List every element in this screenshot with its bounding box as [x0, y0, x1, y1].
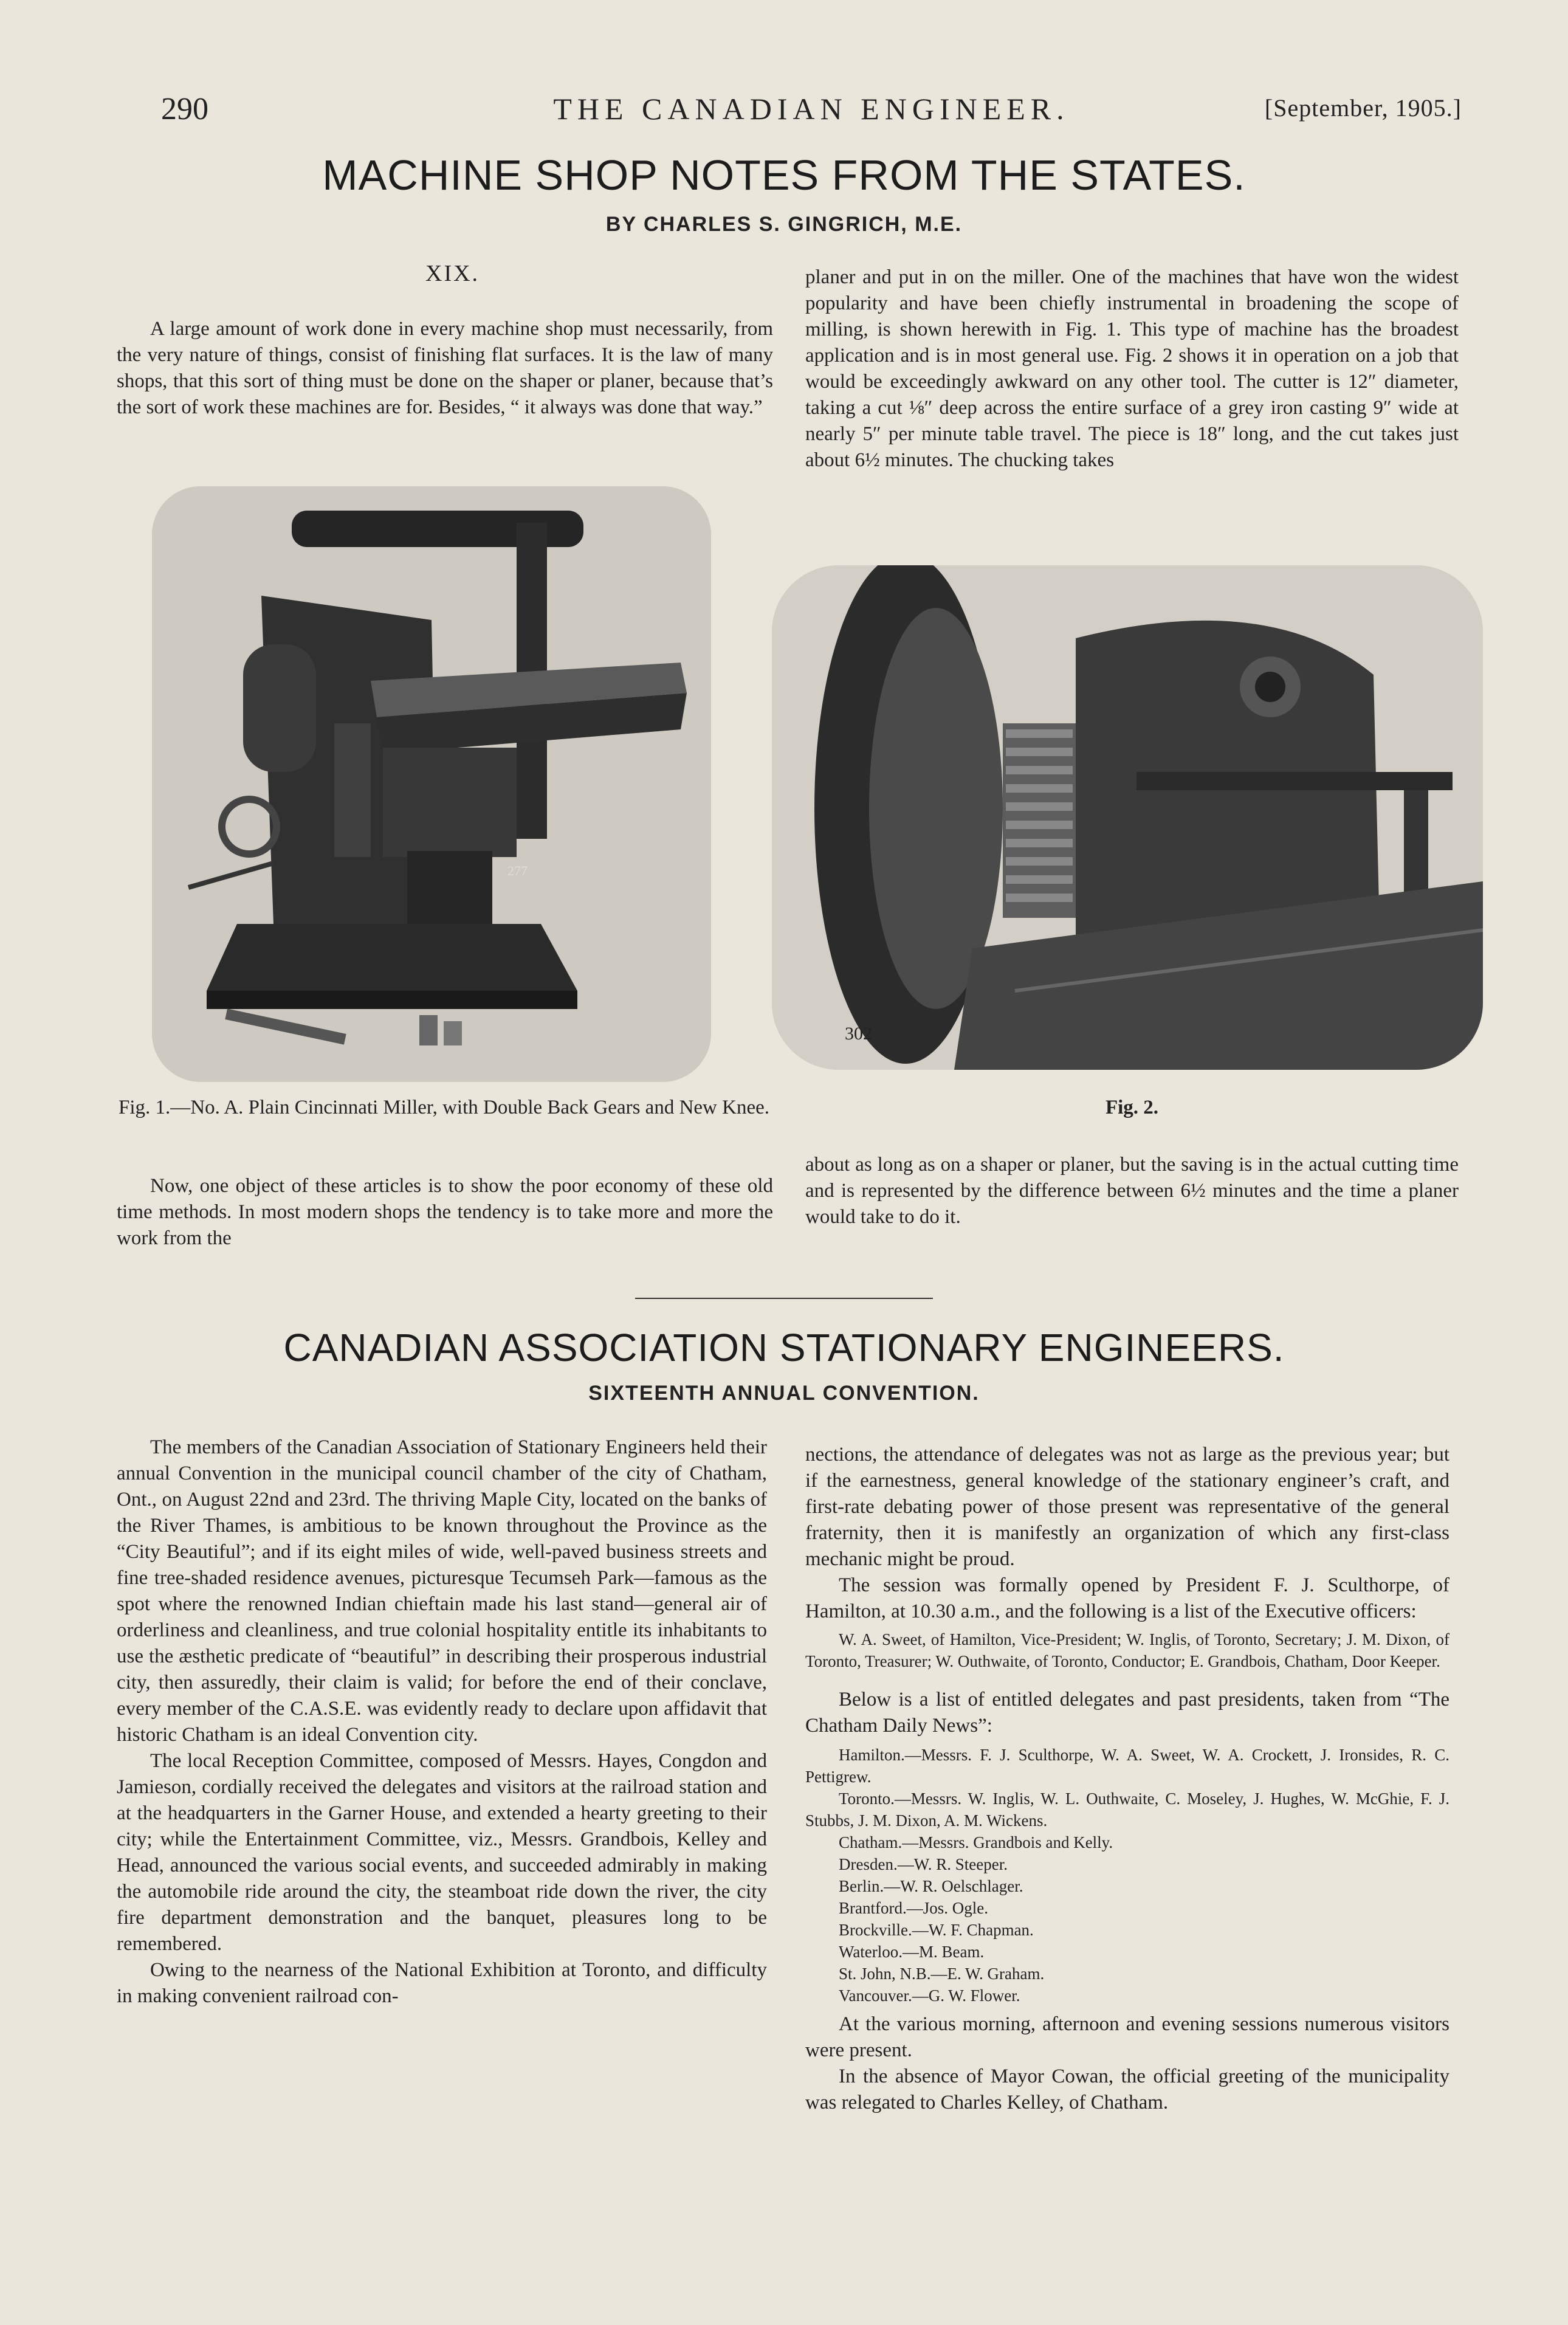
- paragraph: planer and put in on the miller. One of the machines that have won the widest popularity and have been chiefly instrumental in broadening the scope of milling, is shown herewith in Fig. 1. This type of machine has the broadest application and is in most general use. Fig. 2 shows it in operation on a job that would be exceedingly awkward on any other tool. The cutter is 12″ diameter, taking a cut ⅛″ deep across the entire surface of a grey iron casting 9″ wide at nearly 5″ per minute table travel. The piece is 18″ long, and the cut takes just about 6½ minutes. The chucking takes: [805, 266, 1459, 471]
- figure-1-caption: Fig. 1.—No. A. Plain Cincinnati Miller, with Double Back Gears and New Knee.: [119, 1097, 770, 1118]
- delegates-list: [805, 1744, 1449, 2006]
- officers-list: W. A. Sweet, of Hamilton, Vice-President; W. Inglis, of Toronto, Secretary; J. M. Dixon, of Toronto, Treasurer; W. Outhwaite, of Toronto, Conductor; E. Grandbois, Chatham, Door Keeper.: [805, 1630, 1449, 1670]
- article1-col2-bottom: [805, 1152, 1459, 1230]
- paragraph: The members of the Canadian Association of Stationary Engineers held their annual Convention in the municipal council chamber of the city of Chatham, Ont., on August 22nd and 23rd. The thriving Maple City, located on the banks of the River Thames, is ambitious to be known throughout the Province as the “City Beautiful”; and if its eight miles of wide, well-paved business streets and fine tree-shaded residence avenues, picturesque Tecumseh Park—famous as the spot where the renowned Indian chieftain made his last stand—general air of orderliness and cleanliness, and true colonial hospitality entitle its inhabitants to use the æsthetic predicate of “beautiful” in describing their prosperous industrial city, then assuredly, their claim is valid; for before the end of their conclave, every member of the C.A.S.E. was evidently ready to declare upon affidavit that historic Chatham is an ideal Convention city.: [117, 1436, 767, 1746]
- paragraph: In the absence of Mayor Cowan, the official greeting of the municipality was relegated to Charles Kelley, of Chatham.: [805, 2065, 1449, 2113]
- paragraph: about as long as on a shaper or planer, but the saving is in the actual cutting time and is represented by the difference between 6½ minutes and the time a planer would take to do it.: [805, 1154, 1459, 1228]
- paragraph: The session was formally opened by President F. J. Sculthorpe, of Hamilton, at 10.30 a.m., and the following is a list of the Executive officers:: [805, 1574, 1449, 1622]
- article1-col1-top: [117, 316, 773, 421]
- list-item: Brockville.—W. F. Chapman.: [839, 1921, 1034, 1939]
- issue-date: [September, 1905.]: [1264, 94, 1462, 122]
- list-item: St. John, N.B.—E. W. Graham.: [839, 1965, 1045, 1983]
- cutter-operation-illustration: [772, 565, 1483, 1070]
- section-divider: [635, 1298, 933, 1299]
- list-item: Waterloo.—M. Beam.: [839, 1943, 985, 1961]
- article2-col1: [117, 1435, 767, 2010]
- figure-2-plate-number: 302: [845, 1024, 872, 1044]
- article-title: MACHINE SHOP NOTES FROM THE STATES.: [322, 151, 1246, 199]
- figure-2-caption: Fig. 2.: [1105, 1097, 1159, 1118]
- paragraph: Owing to the nearness of the National Exhibition at Toronto, and difficulty in making convenient railroad con-: [117, 1959, 767, 2007]
- list-item: Vancouver.—G. W. Flower.: [839, 1986, 1020, 2005]
- figure-1-plate-number: 277: [507, 863, 528, 878]
- paragraph: nections, the attendance of delegates was not as large as the previous year; but if the earnestness, general knowledge of the stationary engineer’s craft, and first-rate debating power of those present was representative of the general fraternity, then it is manifestly an organization of which any first-class mechanic might be proud.: [805, 1444, 1449, 1570]
- list-item: Dresden.—W. R. Steeper.: [839, 1855, 1008, 1873]
- paragraph: At the various morning, afternoon and evening sessions numerous visitors were present.: [805, 2013, 1449, 2061]
- article2-subtitle: SIXTEENTH ANNUAL CONVENTION.: [588, 1382, 980, 1405]
- article1-col2-top: [805, 264, 1459, 474]
- paragraph: The local Reception Committee, composed of Messrs. Hayes, Congdon and Jamieson, cordially received the delegates and visitors at the railroad station and at the headquarters in the Garner House, and extended a hearty greeting to their city; while the Entertainment Committee, viz., Messrs. Grandbois, Kelley and Head, announced the various social events, and succeeded admirably in making the automobile ride around the city, the steamboat ride down the river, the city fire department demonstration and the banquet, pleasures long to be remembered.: [117, 1750, 767, 1955]
- milling-machine-illustration: [152, 486, 711, 1082]
- figure-2-cutter-operation: [772, 565, 1483, 1070]
- paragraph: A large amount of work done in every machine shop must necessarily, from the very nature of things, consist of finishing flat surfaces. It is the law of many shops, that this sort of thing must be done on the shaper or planer, because that’s the sort of work these machines are for. Besides, “ it always was done that way.”: [117, 318, 773, 418]
- paragraph: Below is a list of entitled delegates and past presidents, taken from “The Chatham Daily News”:: [805, 1689, 1449, 1737]
- article-byline: BY CHARLES S. GINGRICH, M.E.: [605, 213, 963, 236]
- paragraph: Now, one object of these articles is to show the poor economy of these old time methods. In most modern shops the tendency is to take more and more the work from the: [117, 1175, 773, 1249]
- section-number: XIX.: [425, 261, 480, 286]
- list-item: Hamilton.—Messrs. F. J. Sculthorpe, W. A. Sweet, W. A. Crockett, J. Ironsides, R. C. Pettigrew.: [805, 1746, 1449, 1786]
- article2-title: CANADIAN ASSOCIATION STATIONARY ENGINEERS.: [283, 1326, 1285, 1369]
- list-item: Brantford.—Jos. Ogle.: [839, 1899, 988, 1917]
- article2-col2: [805, 1442, 1449, 2116]
- list-item: Toronto.—Messrs. W. Inglis, W. L. Outhwaite, C. Moseley, J. Hughes, W. McGhie, F. J. Stubbs, J. M. Dixon, A. M. Wickens.: [805, 1789, 1449, 1830]
- running-head: [161, 91, 1462, 134]
- figure-1-milling-machine: [152, 486, 711, 1082]
- list-item: Berlin.—W. R. Oelschlager.: [839, 1877, 1023, 1895]
- page-number: 290: [161, 92, 208, 126]
- article1-col1-bottom: [117, 1173, 773, 1252]
- journal-title: THE CANADIAN ENGINEER.: [553, 92, 1070, 126]
- list-item: Chatham.—Messrs. Grandbois and Kelly.: [839, 1833, 1113, 1851]
